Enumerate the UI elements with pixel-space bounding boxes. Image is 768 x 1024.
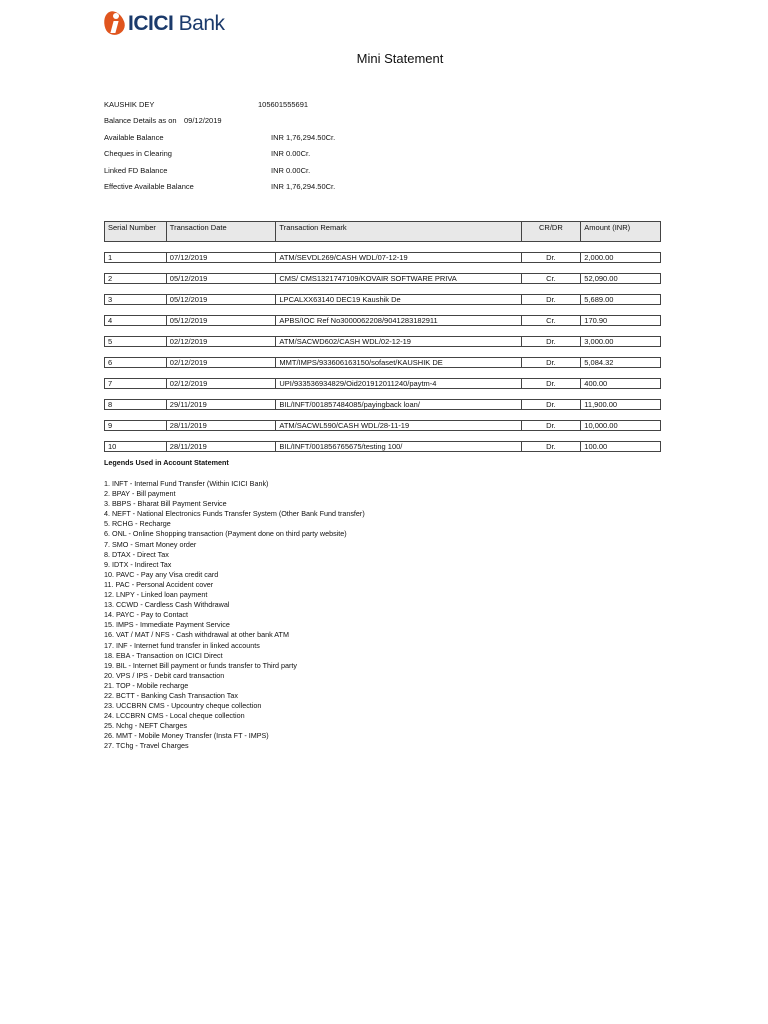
header-crdr: CR/DR bbox=[521, 222, 581, 241]
available-balance-value: INR 1,76,294.50Cr. bbox=[271, 132, 336, 142]
legend-item: 23. UCCBRN CMS - Upcountry cheque collection bbox=[104, 701, 262, 711]
cell-amount: 52,090.00 bbox=[580, 274, 660, 283]
table-row bbox=[104, 441, 661, 452]
legend-item: 21. TOP - Mobile recharge bbox=[104, 680, 189, 690]
legend-item: 20. VPS / IPS - Debit card transaction bbox=[104, 670, 225, 680]
table-body bbox=[104, 252, 661, 452]
legends-heading: Legends Used in Account Statement bbox=[104, 458, 229, 467]
legends-list bbox=[104, 479, 365, 752]
cell-date: 29/11/2019 bbox=[166, 400, 276, 409]
cell-serial: 1 bbox=[108, 253, 113, 262]
icici-logo-icon bbox=[104, 9, 126, 39]
legend-item: 3. BBPS - Bharat Bill Payment Service bbox=[104, 499, 227, 509]
header-amount: Amount (INR) bbox=[580, 222, 660, 241]
cell-crdr: Dr. bbox=[521, 358, 581, 367]
effective-balance-label: Effective Available Balance bbox=[104, 181, 194, 191]
balance-as-on-label: Balance Details as on bbox=[104, 116, 177, 126]
cell-crdr: Cr. bbox=[521, 316, 581, 325]
bank-logo bbox=[104, 8, 225, 40]
table-row bbox=[104, 357, 661, 368]
cell-date: 02/12/2019 bbox=[166, 379, 276, 388]
cell-date: 28/11/2019 bbox=[166, 421, 276, 430]
cell-date: 02/12/2019 bbox=[166, 337, 276, 346]
cheques-clearing-label: Cheques in Clearing bbox=[104, 149, 172, 159]
cell-remark: BIL/INFT/001856765675/testing 100/ bbox=[275, 442, 520, 451]
cell-crdr: Cr. bbox=[521, 274, 581, 283]
cell-amount: 10,000.00 bbox=[580, 421, 660, 430]
cell-crdr: Dr. bbox=[521, 421, 581, 430]
cell-amount: 3,000.00 bbox=[580, 337, 660, 346]
header-serial: Serial Number bbox=[108, 223, 156, 232]
cell-crdr: Dr. bbox=[521, 400, 581, 409]
balance-as-on-date: 09/12/2019 bbox=[184, 116, 222, 126]
legend-item: 27. TChg - Travel Charges bbox=[104, 741, 189, 751]
cell-serial: 8 bbox=[108, 400, 113, 409]
cell-remark: ATM/SEVDL269/CASH WDL/07-12-19 bbox=[275, 253, 520, 262]
cell-serial: 2 bbox=[108, 274, 113, 283]
available-balance-label: Available Balance bbox=[104, 132, 164, 142]
legend-item: 6. ONL - Online Shopping transaction (Payment done on third party website) bbox=[104, 529, 347, 539]
cell-serial: 6 bbox=[108, 358, 113, 367]
cell-serial: 9 bbox=[108, 421, 113, 430]
cell-serial: 4 bbox=[108, 316, 113, 325]
cell-remark: ATM/SACWL590/CASH WDL/28-11-19 bbox=[275, 421, 520, 430]
cell-amount: 400.00 bbox=[580, 379, 660, 388]
transactions-table bbox=[104, 221, 661, 452]
cheques-clearing-value: INR 0.00Cr. bbox=[271, 149, 311, 159]
cell-amount: 5,084.32 bbox=[580, 358, 660, 367]
table-row bbox=[104, 399, 661, 410]
cell-date: 07/12/2019 bbox=[166, 253, 276, 262]
cell-remark: UPI/933536934829/Oid201912011240/paytm-4 bbox=[275, 379, 520, 388]
legend-item: 26. MMT - Mobile Money Transfer (Insta FT - IMPS) bbox=[104, 731, 269, 741]
cell-amount: 100.00 bbox=[580, 442, 660, 451]
cell-crdr: Dr. bbox=[521, 253, 581, 262]
legend-item: 8. DTAX - Direct Tax bbox=[104, 549, 169, 559]
legend-item: 9. IDTX - Indirect Tax bbox=[104, 559, 172, 569]
legend-item: 13. CCWD - Cardless Cash Withdrawal bbox=[104, 600, 230, 610]
legend-item: 18. EBA - Transaction on ICICI Direct bbox=[104, 650, 223, 660]
legend-item: 12. LNPY - Linked loan payment bbox=[104, 590, 208, 600]
cell-crdr: Dr. bbox=[521, 379, 581, 388]
header-date: Transaction Date bbox=[166, 222, 276, 241]
cell-serial: 5 bbox=[108, 337, 113, 346]
linked-fd-label: Linked FD Balance bbox=[104, 165, 168, 175]
legend-item: 10. PAVC - Pay any Visa credit card bbox=[104, 569, 219, 579]
cell-date: 05/12/2019 bbox=[166, 316, 276, 325]
linked-fd-value: INR 0.00Cr. bbox=[271, 165, 311, 175]
legend-item: 7. SMO - Smart Money order bbox=[104, 539, 197, 549]
cell-remark: MMT/IMPS/933606163150/sofaset/KAUSHIK DE bbox=[275, 358, 520, 367]
legend-item: 4. NEFT - National Electronics Funds Transfer System (Other Bank Fund transfer) bbox=[104, 509, 365, 519]
cell-remark: ATM/SACWD602/CASH WDL/02-12-19 bbox=[275, 337, 520, 346]
cell-serial: 3 bbox=[108, 295, 113, 304]
legend-item: 22. BCTT - Banking Cash Transaction Tax bbox=[104, 690, 238, 700]
table-row bbox=[104, 420, 661, 431]
cell-date: 02/12/2019 bbox=[166, 358, 276, 367]
cell-amount: 170.90 bbox=[580, 316, 660, 325]
legends-section bbox=[104, 458, 365, 752]
cell-remark: CMS/ CMS1321747109/KOVAIR SOFTWARE PRIVA bbox=[275, 274, 520, 283]
table-row bbox=[104, 294, 661, 305]
legend-item: 5. RCHG - Recharge bbox=[104, 519, 171, 529]
cell-date: 28/11/2019 bbox=[166, 442, 276, 451]
cell-crdr: Dr. bbox=[521, 295, 581, 304]
cell-serial: 10 bbox=[108, 442, 117, 451]
account-number: 105601555691 bbox=[258, 100, 309, 109]
cell-amount: 11,900.00 bbox=[580, 400, 660, 409]
table-row bbox=[104, 315, 661, 326]
legend-item: 17. INF - Internet fund transfer in linked accounts bbox=[104, 640, 260, 650]
table-row bbox=[104, 273, 661, 284]
table-row bbox=[104, 336, 661, 347]
cell-crdr: Dr. bbox=[521, 442, 581, 451]
header-remark: Transaction Remark bbox=[275, 222, 520, 241]
cell-amount: 5,689.00 bbox=[580, 295, 660, 304]
legend-item: 16. VAT / MAT / NFS - Cash withdrawal at other bank ATM bbox=[104, 630, 289, 640]
cell-date: 05/12/2019 bbox=[166, 295, 276, 304]
customer-name: KAUSHIK DEY bbox=[104, 100, 155, 109]
table-header bbox=[104, 221, 661, 242]
legend-item: 19. BIL - Internet Bill payment or funds transfer to Third party bbox=[104, 660, 297, 670]
legend-item: 25. Nchg - NEFT Charges bbox=[104, 721, 187, 731]
bank-name: ICICI Bank bbox=[128, 12, 225, 35]
page-title: Mini Statement bbox=[356, 51, 444, 66]
table-row bbox=[104, 378, 661, 389]
legend-item: 24. LCCBRN CMS - Local cheque collection bbox=[104, 711, 245, 721]
cell-remark: BIL/INFT/001857484085/payingback loan/ bbox=[275, 400, 520, 409]
cell-date: 05/12/2019 bbox=[166, 274, 276, 283]
table-row bbox=[104, 252, 661, 263]
cell-remark: APBS/IOC Ref No3000062208/9041283182911 bbox=[275, 316, 520, 325]
cell-serial: 7 bbox=[108, 379, 113, 388]
cell-remark: LPCALXX63140 DEC19 Kaushik De bbox=[275, 295, 520, 304]
legend-item: 15. IMPS - Immediate Payment Service bbox=[104, 620, 230, 630]
cell-crdr: Dr. bbox=[521, 337, 581, 346]
legend-item: 1. INFT - Internal Fund Transfer (Within ICICI Bank) bbox=[104, 479, 269, 488]
legend-item: 2. BPAY - Bill payment bbox=[104, 489, 176, 499]
cell-amount: 2,000.00 bbox=[580, 253, 660, 262]
legend-item: 11. PAC - Personal Accident cover bbox=[104, 579, 214, 589]
effective-balance-value: INR 1,76,294.50Cr. bbox=[271, 181, 336, 191]
legend-item: 14. PAYC - Pay to Contact bbox=[104, 610, 189, 620]
